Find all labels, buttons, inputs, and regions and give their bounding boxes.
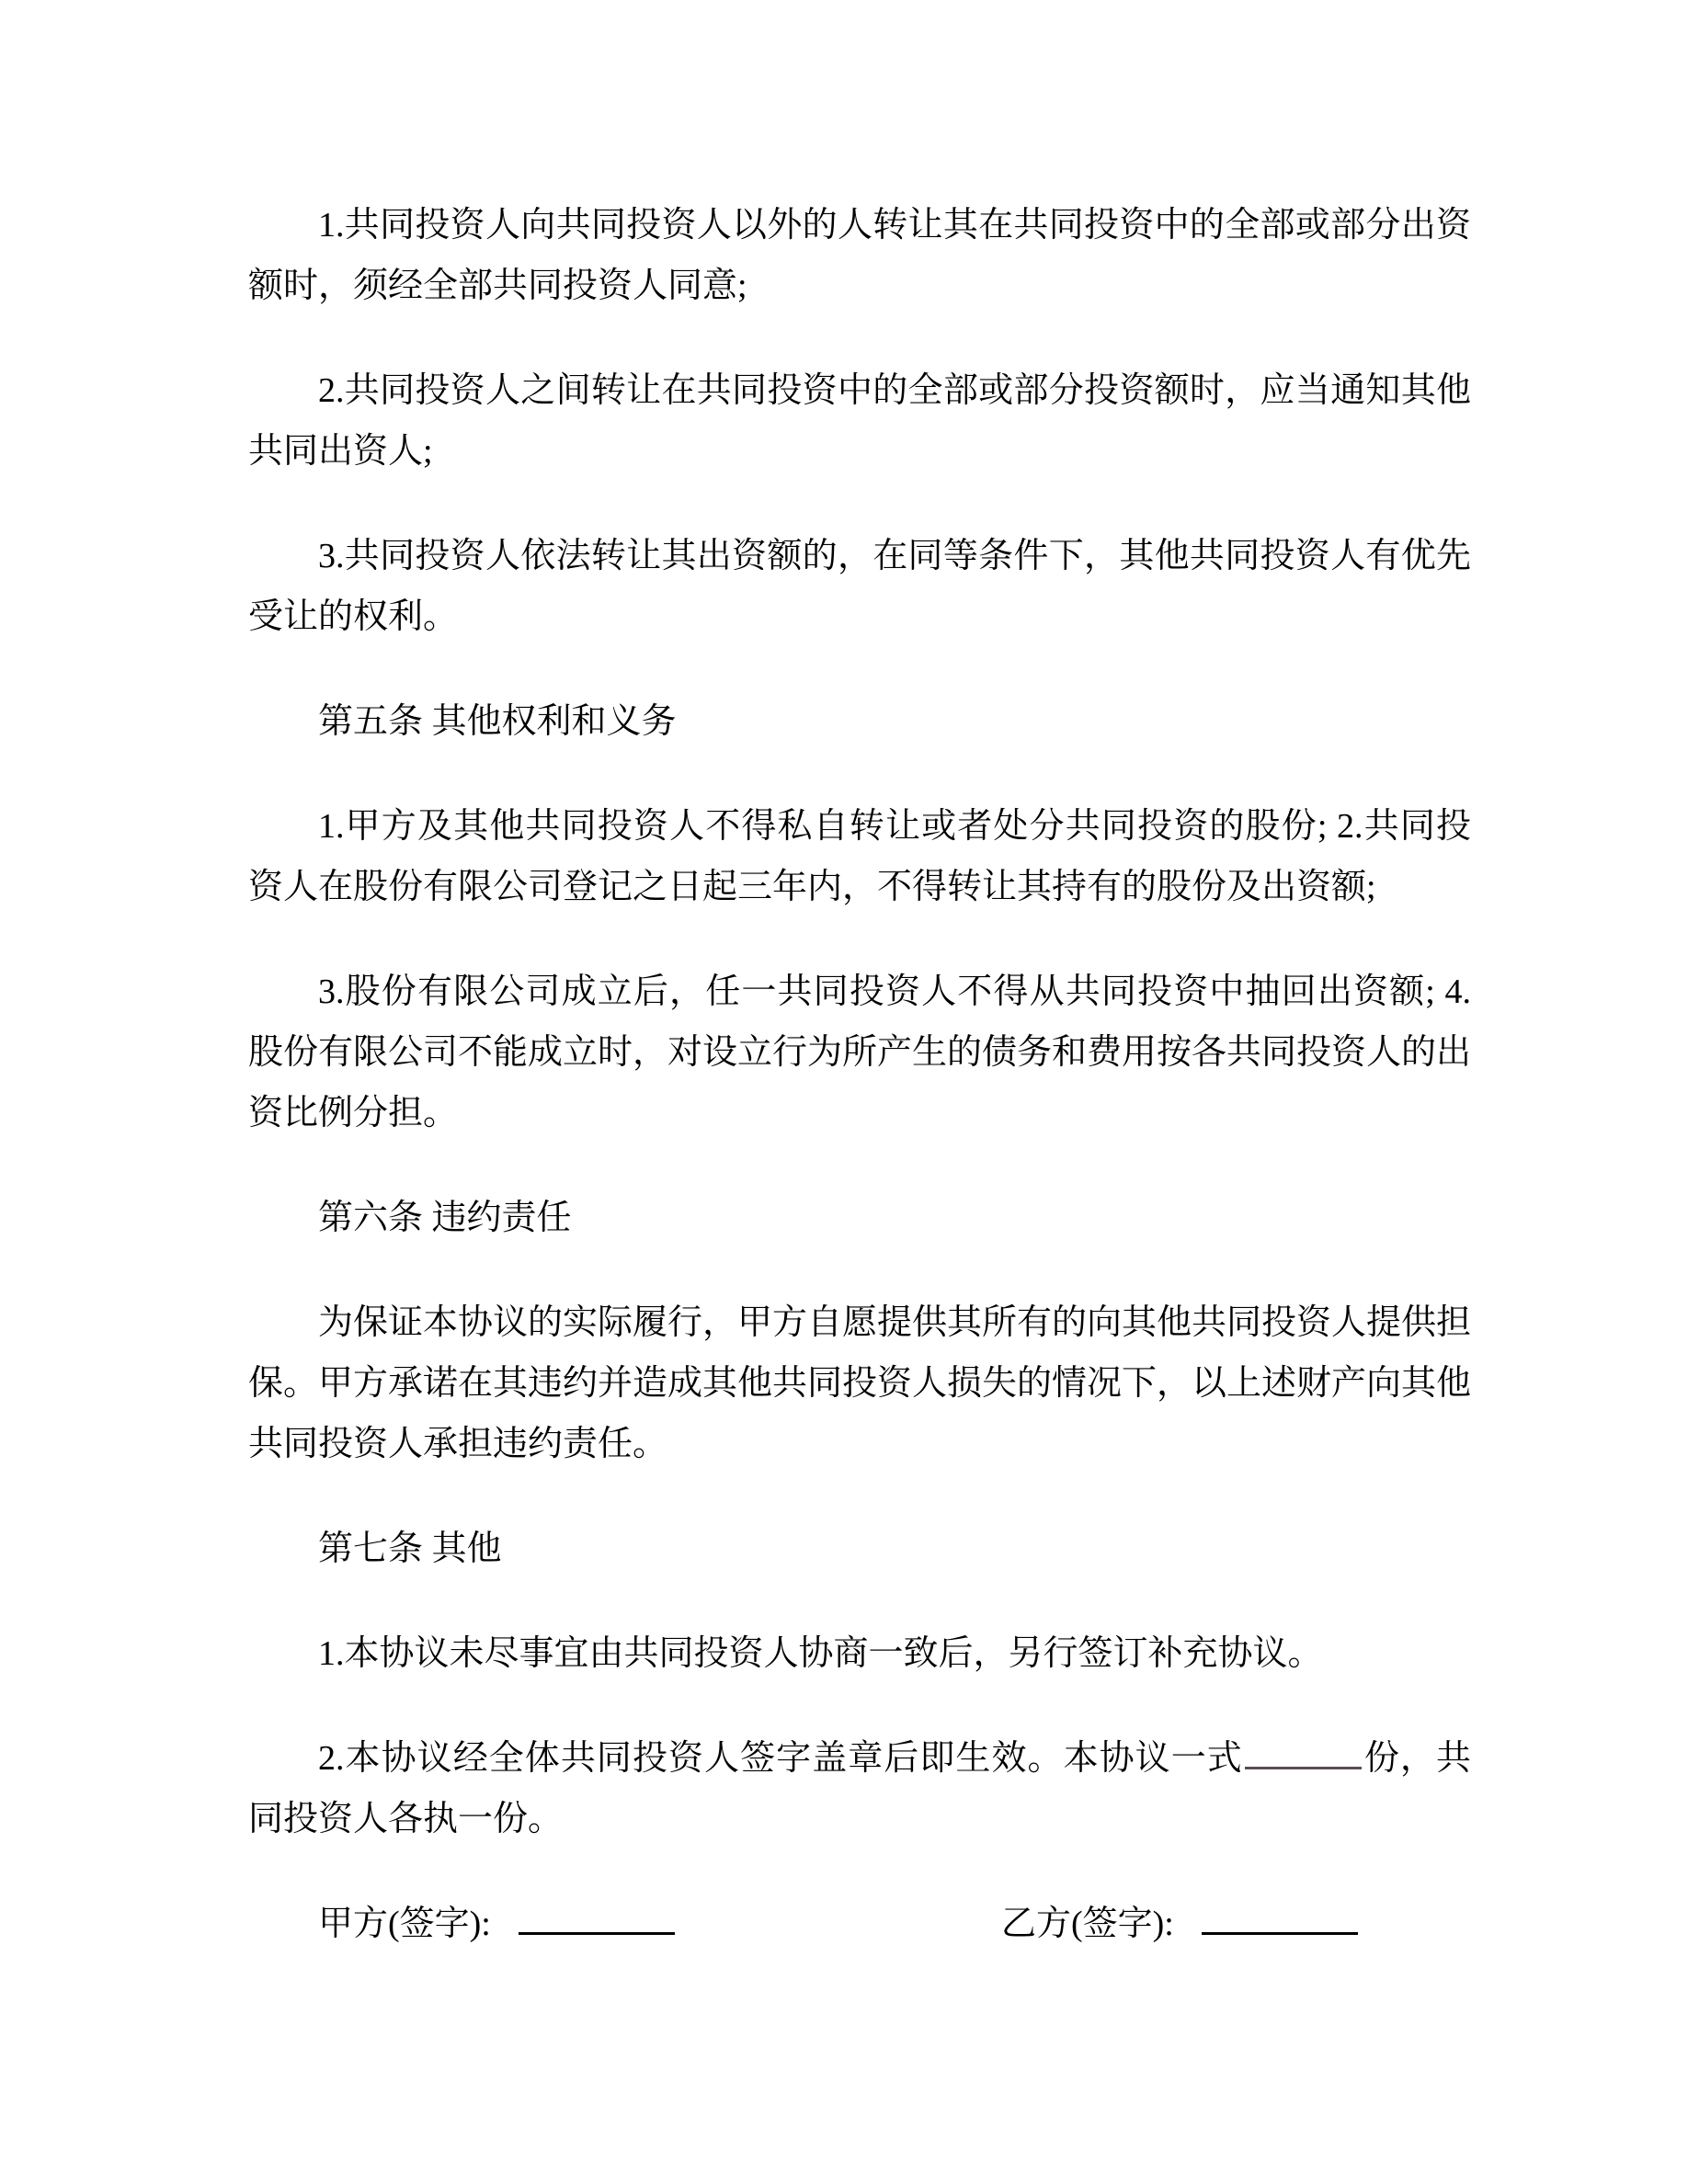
clause-no-private-transfer: 1.甲方及其他共同投资人不得私自转让或者处分共同投资的股份; 2.共同投资人在股份有限公司登记之日起三年内，不得转让其持有的股份及出资额;	[248, 807, 1471, 906]
clause-supplementary-agreement: 1.本协议未尽事宜由共同投资人协商一致后，另行签订补充协议。	[318, 1634, 1323, 1673]
party-a-label: 甲方(签字):	[318, 1905, 491, 1943]
clause-copies-text-before: 2.本协议经全体共同投资人签字盖章后即生效。本协议一式	[318, 1739, 1243, 1778]
party-b-label: 乙方(签字):	[1001, 1905, 1174, 1943]
party-b-signature	[1001, 1894, 1358, 1954]
heading-article-7: 第七条 其他	[318, 1530, 502, 1568]
heading-article-5: 第五条 其他权利和义务	[318, 702, 677, 741]
clause-copies-text-after: 份，共同投资人各执一份。	[248, 1739, 1471, 1838]
party-a-signature-blank	[519, 1897, 675, 1935]
clause-transfer-between: 2.共同投资人之间转让在共同投资中的全部或部分投资额时，应当通知其他共同出资人;	[248, 371, 1471, 471]
party-b-signature-blank	[1202, 1897, 1358, 1935]
clause-transfer-outside: 1.共同投资人向共同投资人以外的人转让其在共同投资中的全部或部分出资额时，须经全部共同投资人同意;	[248, 206, 1471, 305]
clause-no-withdrawal: 3.股份有限公司成立后，任一共同投资人不得从共同投资中抽回出资额; 4.股份有限公司不能成立时，对设立行为所产生的债务和费用按各共同投资人的出资比例分担。	[248, 973, 1472, 1132]
party-a-signature	[318, 1894, 675, 1954]
agreement-body	[248, 195, 1471, 1954]
heading-article-6: 第六条 违约责任	[318, 1199, 572, 1237]
clause-preemptive-right: 3.共同投资人依法转让其出资额的，在同等条件下，其他共同投资人有优先受让的权利。	[248, 537, 1471, 636]
clause-copies	[248, 1728, 1471, 1849]
signature-row	[248, 1894, 1471, 1954]
clause-breach-liability: 为保证本协议的实际履行，甲方自愿提供其所有的向其他共同投资人提供担保。甲方承诺在其违约并造成其他共同投资人损失的情况下，以上述财产向其他共同投资人承担违约责任。	[248, 1303, 1472, 1463]
copies-count-blank	[1245, 1732, 1362, 1769]
